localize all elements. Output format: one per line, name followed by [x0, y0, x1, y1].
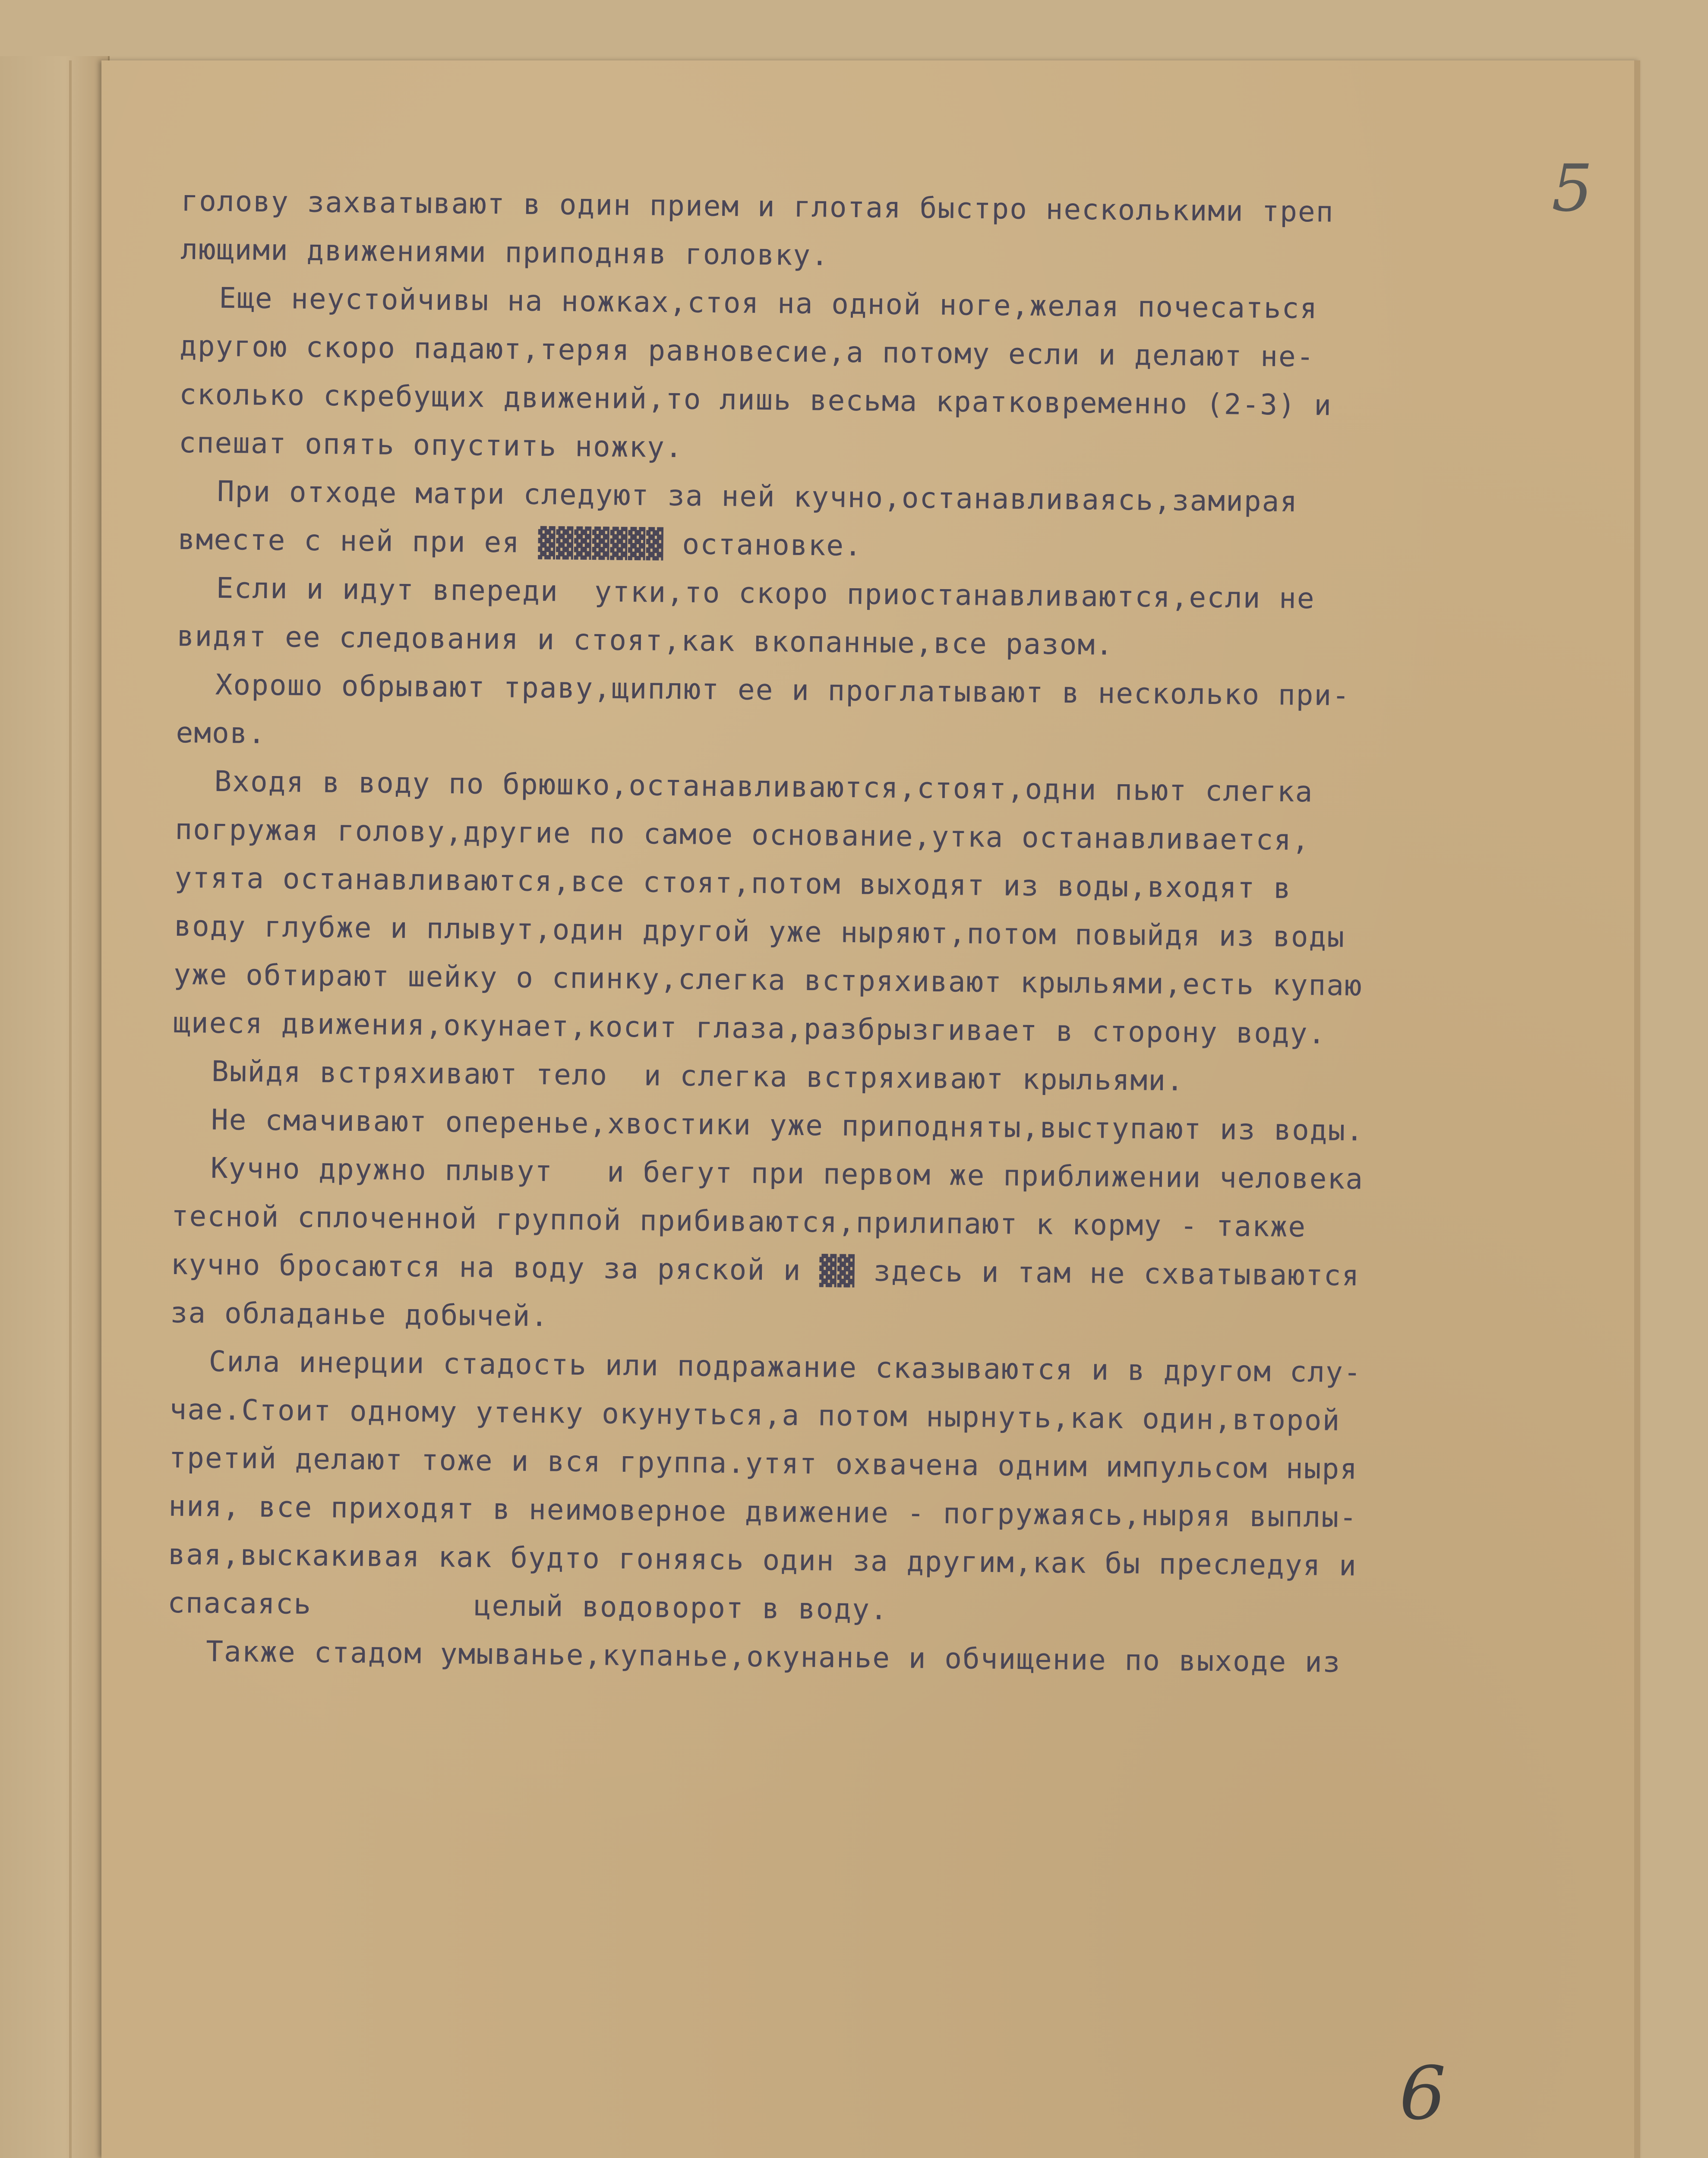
- typewritten-text-body: [167, 177, 1584, 1689]
- text-line: вместе с ней при ея ▓▓▓▓▓▓▓ остановке.: [177, 522, 863, 563]
- paragraph: [173, 757, 1579, 1060]
- text-line: При отходе матри следуют за ней кучно,останавливаясь,замирая: [217, 474, 1298, 518]
- text-line: спешат опять опустить ножку.: [178, 426, 684, 464]
- text-line: емов.: [176, 716, 266, 750]
- paragraph: [176, 660, 1579, 770]
- text-line: Еще неустойчивы на ножках,стоя на одной ноге,желая почесаться: [218, 281, 1318, 325]
- text-line: Не смачивают оперенье,хвостики уже приподняты,выступают из воды.: [211, 1103, 1364, 1148]
- text-line: другою скоро падают,теряя равновесие,а потому если и делают не-: [179, 329, 1315, 374]
- text-line: Также стадом умыванье,купанье,окунанье и обчищение по выходе из: [205, 1634, 1341, 1679]
- text-line: погружая голову,другие по самое основание,утка останавливается,: [175, 812, 1310, 857]
- paragraph: [167, 1337, 1573, 1641]
- text-line: Сила инерции стадость или подражание сказываются и в другом слу-: [208, 1344, 1362, 1389]
- text-line: чае.Стоит одному утенку окунуться,а потом нырнуть,как один,второй: [169, 1392, 1341, 1437]
- text-line: третий делают тоже и вся группа.утят охвачена одним импульсом ныря: [169, 1441, 1358, 1486]
- text-line: кучно бросаются на воду за ряской и ▓▓ здесь и там не схватываются: [170, 1247, 1360, 1293]
- text-line: голову захватывают в один прием и глотая быстро несколькими треп: [181, 184, 1334, 229]
- text-line: уже обтирают шейку о спинку,слегка встряхивают крыльями,есть купаю: [173, 957, 1363, 1003]
- paragraph: [170, 1144, 1575, 1350]
- page-number-top: 5: [1551, 151, 1593, 226]
- text-line: Хорошо обрывают траву,щиплют ее и проглатывают в несколько при-: [215, 668, 1351, 713]
- text-line: Входя в воду по брюшко,останавливаются,стоят,одни пьют слегка: [214, 764, 1313, 809]
- text-line: утята останавливаются,все стоят,потом выходят из воды,входят в: [174, 861, 1292, 905]
- page-number-bottom: 6: [1399, 2051, 1446, 2136]
- text-line: сколько скребущих движений,то лишь весьма кратковременно (2-3) и: [179, 377, 1332, 422]
- page-edge-shadow: [1634, 60, 1640, 2158]
- text-line: лющими движениями приподняв головку.: [180, 232, 830, 272]
- text-line: ния, все приходят в неимоверное движение - погружаясь,ныряя выплы-: [168, 1489, 1358, 1534]
- text-line: вая,выскакивая как будто гоняясь один за другим,как бы преследуя и: [167, 1537, 1358, 1583]
- text-line: спасаясь целый водоворот в воду.: [167, 1586, 889, 1626]
- text-line: тесной сплоченной группой прибиваются,прилипают к корму - также: [171, 1199, 1307, 1244]
- fold-line: [69, 60, 72, 2158]
- text-line: Выйдя встряхивают тело и слегка встряхивают крыльями.: [211, 1054, 1185, 1098]
- text-line: Кучно дружно плывут и бегут при первом же приближении человека: [210, 1151, 1364, 1196]
- text-line: щиеся движения,окунает,косит глаза,разбрызгивает в сторону воду.: [173, 1006, 1326, 1051]
- text-line: Если и идут впереди утки,то скоро приостанавливаются,если не: [216, 571, 1315, 615]
- paragraph: [180, 177, 1584, 287]
- text-line: воду глубже и плывут,один другой уже ныряют,потом повыйдя из воды: [174, 909, 1345, 954]
- text-line: видят ее следования и стоят,как вкопанные,все разом.: [177, 619, 1114, 662]
- paragraph: [177, 467, 1581, 577]
- paragraph: [179, 274, 1583, 480]
- paragraph: [177, 564, 1580, 674]
- previous-page-edge: [0, 56, 110, 2158]
- text-line: за обладанье добычей.: [170, 1296, 549, 1333]
